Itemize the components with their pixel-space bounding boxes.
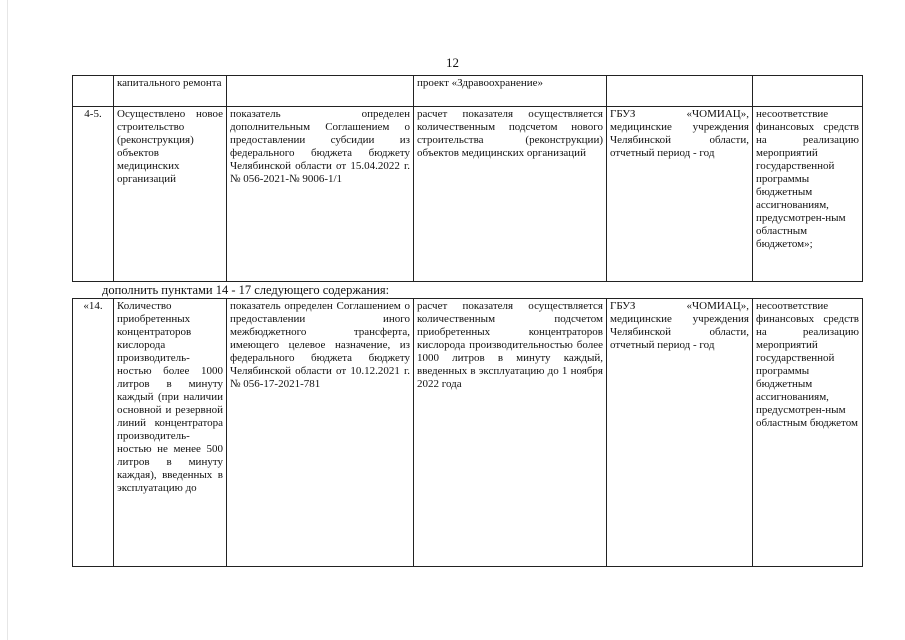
indicator-source: ГБУЗ «ЧОМИАЦ», медицинские учреждения Челябинской области, отчетный период - год bbox=[607, 299, 753, 567]
indicator-source: ГБУЗ «ЧОМИАЦ», медицинские учреждения Челябинской области, отчетный период - год bbox=[607, 107, 753, 282]
cell-name: капитального ремонта bbox=[114, 76, 227, 107]
page-number: 12 bbox=[446, 55, 459, 70]
indicator-name: Осуществлено новое строительство (реконструкция) объектов медицинских организаций bbox=[114, 107, 227, 282]
cell-reason bbox=[753, 76, 863, 107]
insertion-note: дополнить пунктами 14 - 17 следующего содержания: bbox=[102, 283, 390, 297]
document-sheet bbox=[72, 75, 862, 567]
indicator-basis: показатель определен Соглашением о предоставлении иного межбюджетного трансферта, имеющего целевое назначение, из федерального бюджета бюджету Челябинской области от 10.12.2021 г. № 056-17-2021-781 bbox=[227, 299, 414, 567]
indicator-table-bottom bbox=[72, 298, 863, 567]
scan-edge-line bbox=[7, 0, 8, 640]
indicator-calculation: расчет показателя осуществляется количественным подсчетом нового строительства (реконструкции) объектов медицинских организаций bbox=[414, 107, 607, 282]
cell-calc: проект «Здравоохранение» bbox=[414, 76, 607, 107]
indicator-calculation: расчет показателя осуществляется количественным подсчетом приобретенных концентраторов кислорода производительностью более 1000 литров в минуту каждый, введенных в эксплуатацию до 1 ноября 2022 года bbox=[414, 299, 607, 567]
indicator-basis: показатель определен дополнительным Соглашением о предоставлении субсидии из федерального бюджета бюджету Челябинской области от 15.04.2022 г. № 056-2021-№ 9006-1/1 bbox=[227, 107, 414, 282]
table-row-4-5 bbox=[73, 107, 863, 282]
row-number: «14. bbox=[73, 299, 114, 567]
indicator-reason: несоответствие финансовых средств на реализацию мероприятий государственной программы бюджетным ассигнованиям, предусмотрен-ным областным бюджетом»; bbox=[753, 107, 863, 282]
cell-num bbox=[73, 76, 114, 107]
cell-basis bbox=[227, 76, 414, 107]
row-number: 4-5. bbox=[73, 107, 114, 282]
indicator-table-top bbox=[72, 75, 863, 282]
indicator-reason: несоответствие финансовых средств на реализацию мероприятий государственной программы бюджетным ассигнованиям, предусмотрен-ным областным бюджетом bbox=[753, 299, 863, 567]
indicator-name: Количество приобретенных концентраторов кислорода производитель-ностью более 1000 литров в минуту каждый (при наличии основной и резервной линий концентратора производитель-ностью не менее 500 литров в минуту каждая), введенных в эксплуатацию до bbox=[114, 299, 227, 567]
table-row-continuation bbox=[73, 76, 863, 107]
table-row-14 bbox=[73, 299, 863, 567]
cell-source bbox=[607, 76, 753, 107]
